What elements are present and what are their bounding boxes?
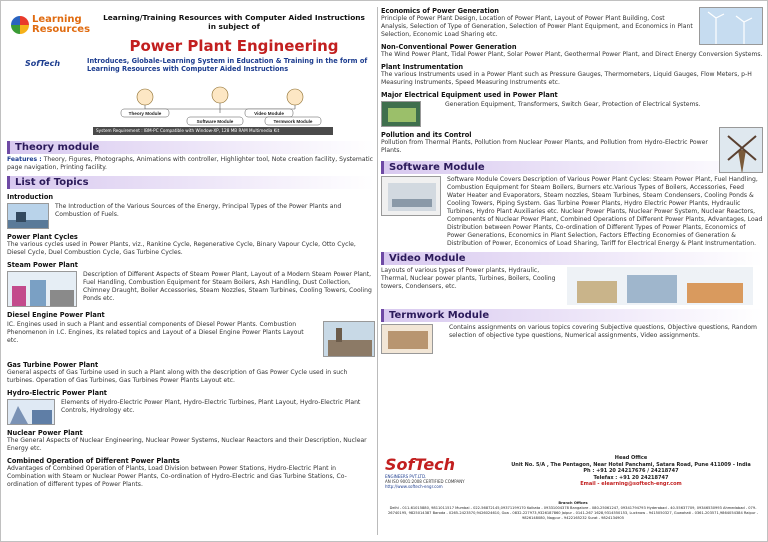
head-office: [501, 455, 761, 488]
module-label-termwork: Termwork Module: [273, 118, 313, 124]
theory-module-heading: Theory module: [7, 141, 375, 154]
topic-text: Description of Different Aspects of Steam Power Plant, Layout of a Modern Steam Power Plant, Fuel Handling, Combustion Equipment for Steam Boilers, Ash Handling, Dust Collection, Chimney Draught, Boiler Accessories, Steam Nozzles, Steam Turbines, Cooling Towers, Cooling Ponds etc.: [83, 271, 372, 302]
subtitle-line1: Learning/Training Resources with Computer Aided Instructions: [103, 13, 365, 22]
system-requirement: System Requirement : IBM-PC Compatible with Window-XP, 128 MB RAM Multimedia Kit: [93, 127, 333, 135]
topic-text: The various cycles used in Power Plants, viz., Rankine Cycle, Regenerative Cycle, Binary Vapour Cycle, Otto Cycle, Diesel Cycle, Duel Combustion Cycle, Gas Turbine Cycles.: [7, 241, 356, 256]
termwork-module-heading: Termwork Module: [381, 309, 763, 322]
logo-mark-icon: [11, 16, 29, 34]
contact-footer: [385, 455, 761, 535]
software-screenshot-image: [381, 176, 441, 216]
software-module-heading: Software Module: [381, 161, 763, 174]
right-column: [381, 7, 763, 537]
wind-turbine-image: [699, 7, 763, 45]
topic-row: [7, 203, 375, 229]
software-row: [381, 176, 763, 248]
topic-text: Elements of Hydro-Electric Power Plant, Hydro-Electric Turbines, Plant Layout, Hydro-Electric Plant Controls, Hydrology etc.: [61, 399, 361, 414]
topic-title: Introduction: [7, 193, 54, 201]
nonconv-text: The Wind Power Plant, Tidal Power Plant, Solar Power Plant, Geothermal Power Plant, and Direct Energy Conversion Systems.: [381, 51, 763, 58]
economics-title: Economics of Power Generation: [381, 7, 499, 15]
phone-text: Ph : +91 20 24217676 / 24218747: [583, 468, 679, 475]
pollution-title: Pollution and its Control: [381, 131, 472, 139]
topic-title: Gas Turbine Power Plant: [7, 361, 99, 369]
modules-diagram: [105, 85, 335, 127]
module-label-software: Software Module: [196, 118, 234, 124]
website-link[interactable]: http://www.softech-engr.com: [385, 484, 443, 489]
pollution-text: Pollution from Thermal Plants, Pollution from Nuclear Power Plants, and Pollution from Hydro-Electric Power Plants.: [381, 139, 708, 154]
module-label-theory: Theory Module: [128, 110, 162, 116]
branch-list: Delhi - 011-61015880, 9811011517 Mumbai - 022-56872145,09371199170 Kolkata - 09331004378 Bangalore - 080-25061247, 09341794793 Hyderabad - 40-55637709, 09346530993 Ahmedabad - 079-26740195, 9825014387 Baroda - 0265-2423570,9426024610, Goa - 0832-227973,9326187860 Jaipur - 0141-267 1628,9314550153, Lucknow - 9415050327, Guwahati - 0361-203571,9864054384 Raipur - 9826148080, Nagpur - 9422165232 Surat - 9824134905: [388, 506, 758, 520]
branch-label: Branch Offices: [558, 501, 588, 505]
termwork-row: [381, 324, 763, 354]
brand-sub: ENGINEERS PVT.LTD.: [385, 474, 427, 479]
topic-row: [7, 321, 375, 357]
topic-text: General aspects of Gas Turbine used in such a Plant along with the description of Gas Power Cycle used in such turbines. Operation of Gas Turbines, Gas Turbines Power Plants Layout etc.: [7, 369, 348, 384]
topic-text: Advantages of Combined Operation of Plants, Load Division between Power Stations, Hydro-Electric Plant in Combination with Steam or Nuclear Power Plants, Co-ordination of Hydro-Electric and Gas Turbine Stations, Co-ordination of different types of Power Plants.: [7, 465, 347, 488]
instrumentation-text: The various Instruments used in a Power Plant such as Pressure Gauges, Thermometers, Liquid Gauges, Flow Meters, p-H Measuring Instruments, Speed Measuring Instruments etc.: [381, 71, 752, 86]
subtitle: [99, 13, 369, 31]
plant-illustration-image: [567, 267, 753, 305]
subtitle-line2: in subject of: [208, 22, 260, 31]
topic-text: The General Aspects of Nuclear Engineering, Nuclear Power Systems, Nuclear Reactors and their Description, Nuclear Energy etc.: [7, 437, 367, 452]
head-office-label: Head Office: [614, 455, 648, 461]
introduction-image: [7, 203, 49, 229]
address-text: Unit No. 5/A , The Pentagon, Near Hotel Panchami, Satara Road, Pune 411009 - India: [511, 461, 751, 468]
features-label: Features :: [7, 156, 42, 163]
list-of-topics-heading: List of Topics: [7, 176, 375, 189]
termwork-image: [381, 324, 433, 354]
topic-text: The Introduction of the Various Sources of the Energy, Principal Types of the Power Plants and Combustion of Fuels.: [55, 203, 342, 218]
topic-title: Hydro-Electric Power Plant: [7, 389, 107, 397]
branch-offices: [385, 501, 761, 521]
page-title: Power Plant Engineering: [129, 37, 339, 55]
diesel-plant-image: [323, 321, 375, 357]
video-module-heading: Video Module: [381, 252, 763, 265]
electrical-equipment-image: [381, 101, 421, 127]
column-divider: [377, 7, 378, 535]
telefax-text: Telefax : +91 20 24218747: [593, 474, 669, 481]
major-electrical-row: [381, 101, 763, 127]
theory-features: [7, 156, 375, 172]
brochure-header: [7, 7, 375, 137]
softtech-brand: [385, 455, 497, 489]
iso-text: AN ISO 9001:2008 CERTIFIED COMPANY: [385, 479, 465, 484]
nonconv-title: Non-Conventional Power Generation: [381, 43, 517, 51]
video-text: Layouts of various types of Power plants, Hydraulic, Thermal, Nuclear power plants, Turbines, Boilers, Cooling towers, Condensers, etc.: [381, 267, 556, 290]
topic-row: [7, 271, 375, 307]
major-electrical-title: Major Electrical Equipment used in Power Plant: [381, 91, 558, 99]
major-electrical-text: Generation Equipment, Transformers, Switch Gear, Protection of Electrical Systems.: [445, 101, 701, 108]
softtech-small-logo: SofTech: [25, 59, 61, 68]
intro-text: Introduces, Globale-Learning System in Education & Training in the form of Learning Resources with Computer Aided Instructions: [87, 57, 368, 73]
topic-title: Diesel Engine Power Plant: [7, 311, 105, 319]
email-link[interactable]: Email - elearning@softech-engr.com: [580, 481, 682, 488]
hydro-plant-image: [7, 399, 55, 425]
topic-title: Combined Operation of Different Power Plants: [7, 457, 180, 465]
left-column: [7, 7, 375, 537]
learning-resources-logo: [11, 9, 97, 41]
topic-title: Steam Power Plant: [7, 261, 78, 269]
software-text: Software Module Covers Description of Various Power Plant Cycles: Steam Power Plant, Fuel Handling, Combustion Equipment for Steam Boilers, Burners etc.Various Types of Boilers, Accessories, Feed Water Heater and Evaporators, Steam nozzles, Steam Turbines, Steam Condensers, Cooling Ponds & Cooling Towers, Piping System. Gas Turbine Power Plants, Hydro Electric Power Plants, Hydraulic Turbines, Hydro Plant Auxiliaries etc. Nuclear Power Plants, Nuclear Power System, Nuclear Reactors, Components of Nuclear Power Plant, Combined Operations of Different Power Plants, Advantages, Load Distribution between Power Plants, Co-ordination of Different Types of Power Plants, Economics of Power Generations, Economics in Plant Selection, Factors Effecting Economies of Generation & Distribution of Power, Economics of Load Sharing, Tariff for Electrical Energy & Plant Instrumentation.: [447, 176, 763, 247]
termwork-text: Contains assignments on various topics covering Subjective questions, Objective questions, Random selection of objective type questions, Numerical assignments, Video assignments.: [449, 324, 757, 339]
logo-text: Learning Resources: [32, 14, 91, 35]
features-text: Theory, Figures, Photographs, Animations with controller, Highlighter tool, Note creation facility, Systematic page navigation, Printing facility.: [7, 156, 374, 171]
instrumentation-title: Plant Instrumentation: [381, 63, 464, 71]
topic-row: [7, 399, 375, 425]
economics-text: Principle of Power Plant Design, Location of Power Plant, Layout of Power Plant Building, Cost Analysis, Selection of Type of Generation, Selection of Power Plant Equipment, and Economics in Plant Selection, Economic Load Sharing etc.: [381, 15, 693, 38]
video-row: [381, 267, 763, 305]
topic-title: Power Plant Cycles: [7, 233, 78, 241]
topic-text: IC. Engines used in such a Plant and essential components of Diesel Power Plants. Combustion Phenomenon in I.C. Engines, its related topics and Layout of a Diesel Engine Power Plants Layout etc.: [7, 321, 304, 344]
module-label-video: Video Module: [254, 110, 284, 116]
steam-plant-image: [7, 271, 77, 307]
windmill-image: [719, 127, 763, 173]
topic-title: Nuclear Power Plant: [7, 429, 83, 437]
brand-name: SofTech: [385, 455, 456, 474]
